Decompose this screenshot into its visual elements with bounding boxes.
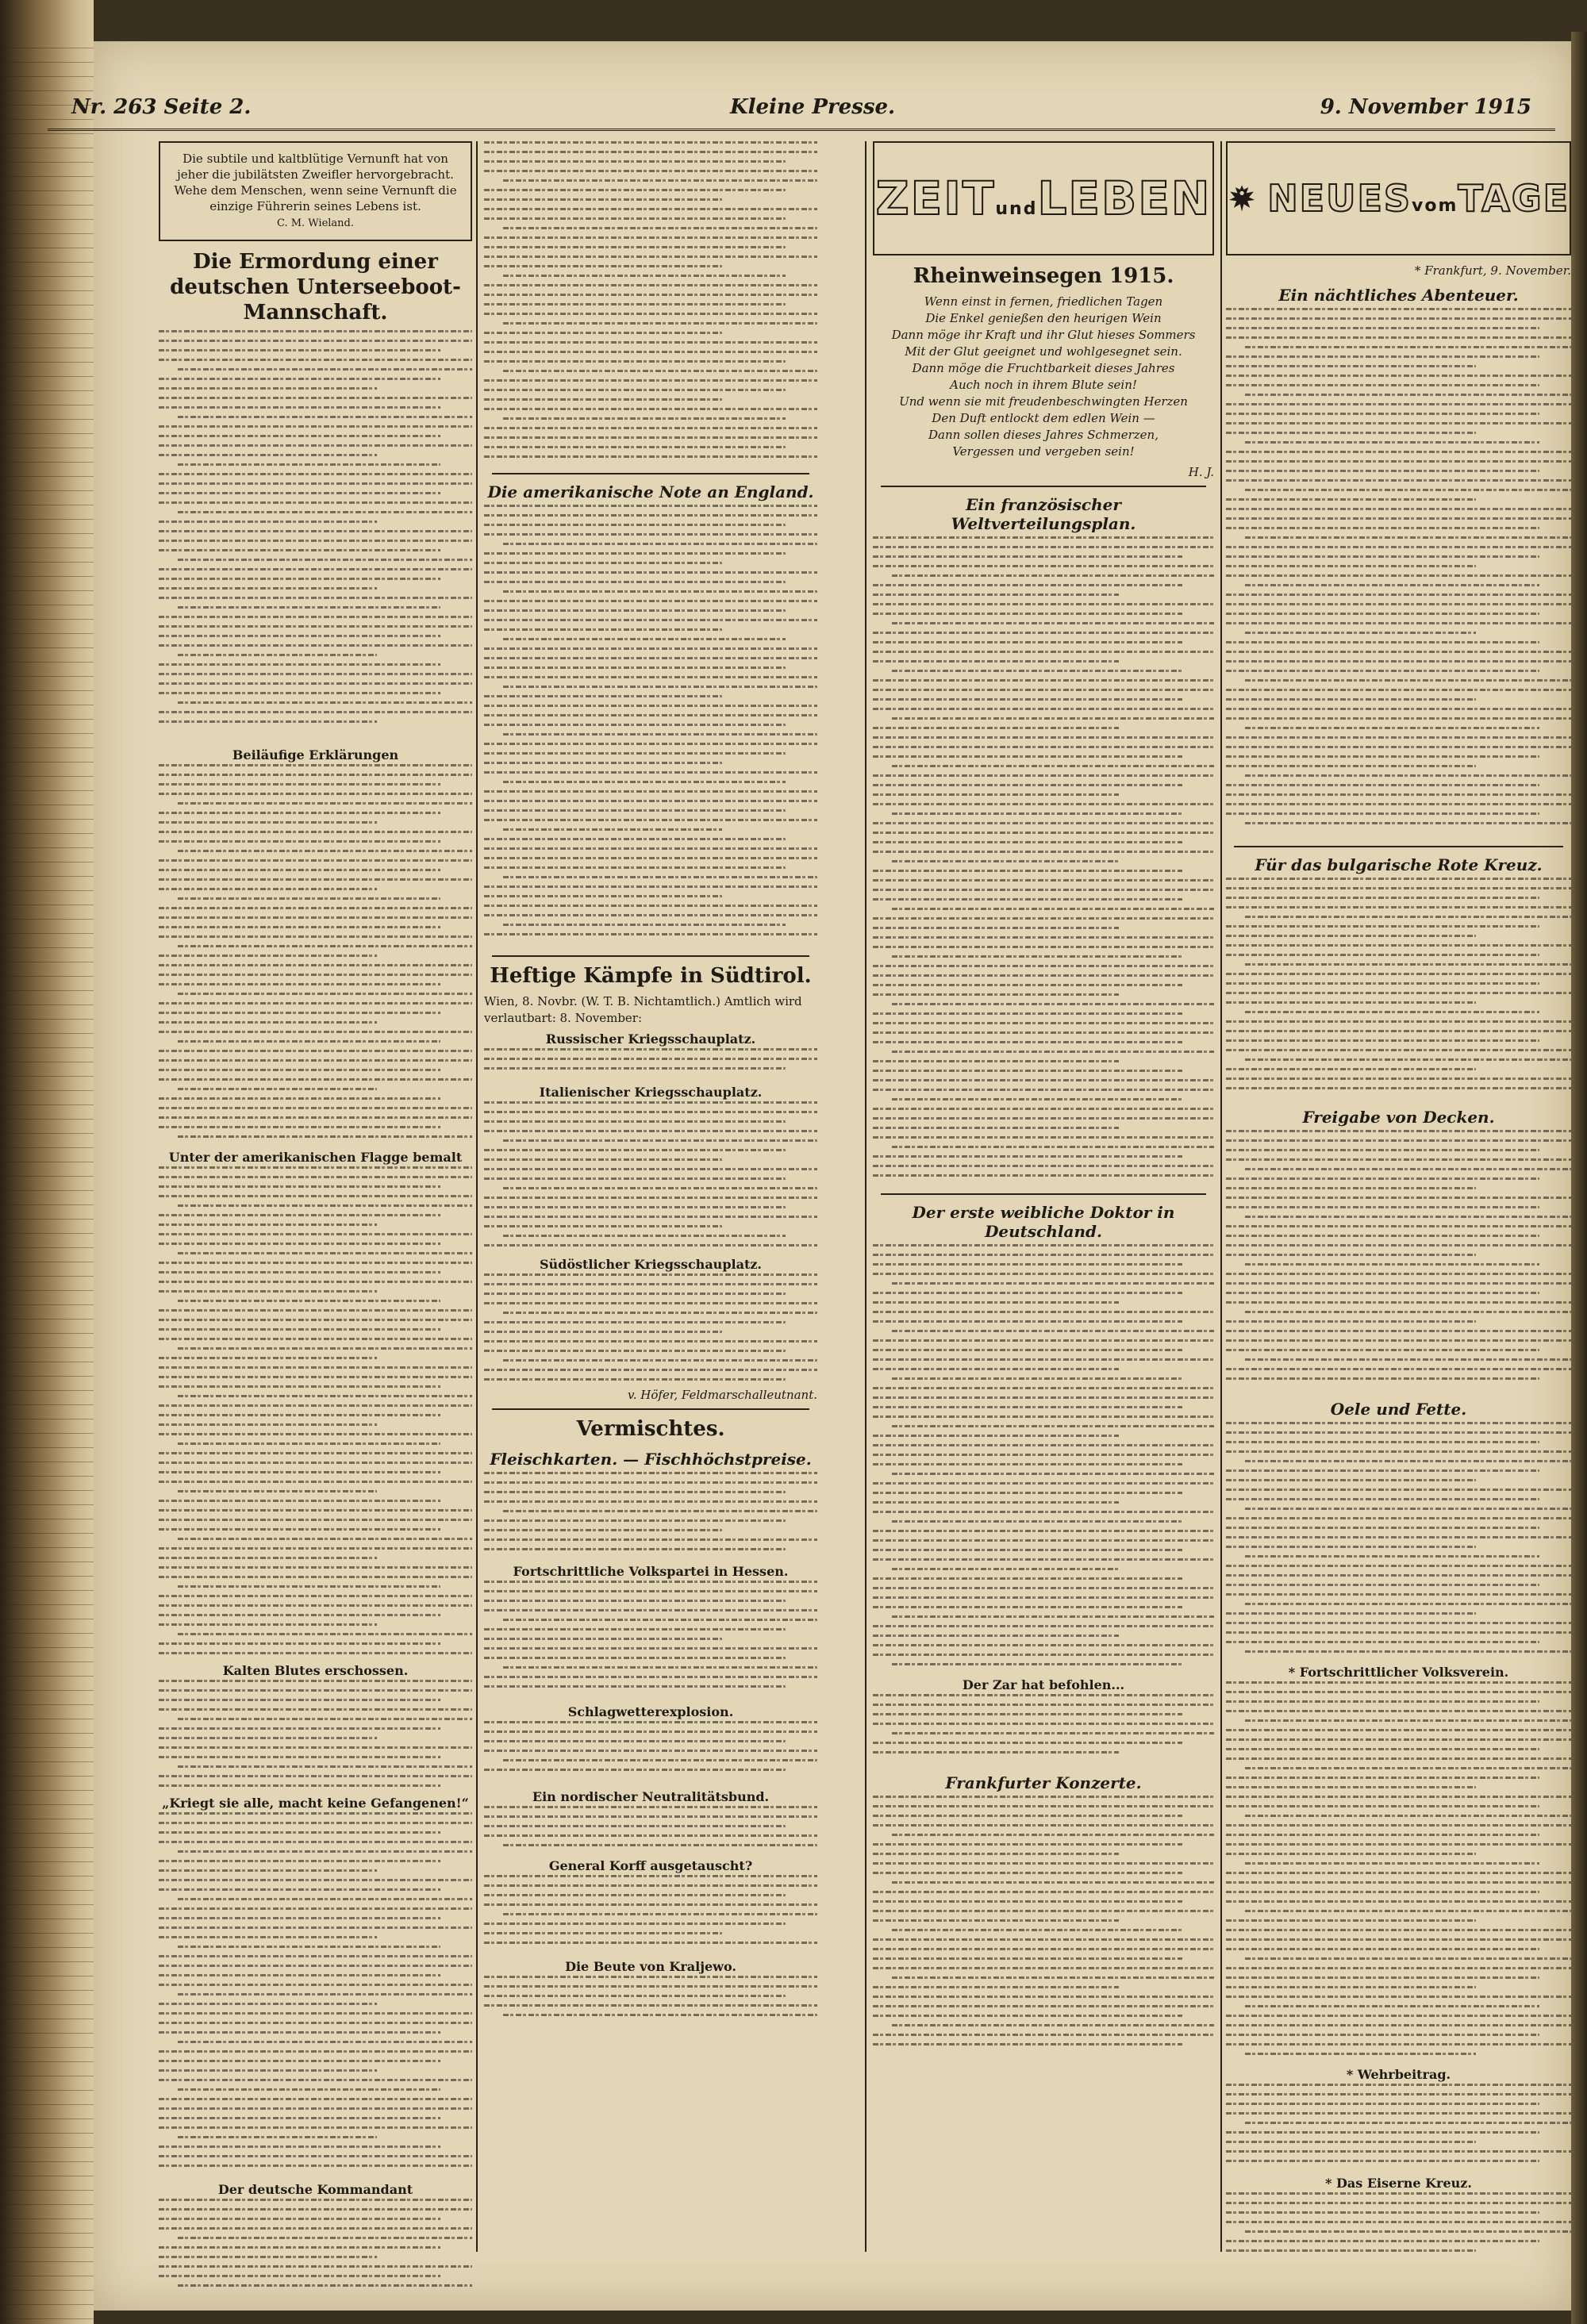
banner-word: und: [995, 199, 1038, 219]
binding-line: [0, 1476, 94, 1477]
banner-word: ZEIT: [875, 171, 996, 225]
subhead: General Korff ausgetauscht?: [548, 1858, 753, 1873]
binding-line: [0, 1890, 94, 1891]
binding-line: [0, 1376, 94, 1377]
binding-line: [0, 2247, 94, 2248]
binding-line: [0, 2118, 94, 2119]
binding-line: [0, 205, 94, 206]
subhead: Beiläufige Erklärungen: [232, 747, 399, 763]
binding-line: [0, 162, 94, 163]
binding-line: [0, 1147, 94, 1148]
poem-author: H. J.: [1188, 465, 1214, 479]
binding-line: [0, 2190, 94, 2191]
binding-line: [0, 262, 94, 263]
binding-line: [0, 662, 94, 663]
binding-line: [0, 1647, 94, 1648]
column-4: [1226, 141, 1571, 2264]
binding-line: [0, 1090, 94, 1091]
page-edge: [1571, 32, 1587, 2324]
subhead: Schlagwetterexplosion.: [567, 1704, 734, 1719]
divider: [492, 955, 809, 957]
quote-source: C. M. Wieland.: [276, 217, 355, 229]
article-body: [1226, 2084, 1571, 2171]
subhead: Der deutsche Kommandant: [217, 2182, 413, 2197]
subhead: * Fortschrittlicher Volksverein.: [1288, 1665, 1509, 1680]
binding-line: [0, 1433, 94, 1434]
article-body: [1226, 308, 1571, 839]
article-body: [1226, 2192, 1571, 2264]
page-header: [48, 89, 1555, 131]
binding-line: [0, 1504, 94, 1505]
binding-line: [0, 1104, 94, 1105]
article-body: [484, 1581, 817, 1700]
binding-line: [0, 1490, 94, 1491]
poem-line: Mit der Glut geeignet und wohlgesegnet sein.: [905, 344, 1182, 359]
quote-text: Die subtile und kaltblütige Vernunft hat von jeher die jubilätsten Zweifler hervorgebracht. Wehe dem Menschen, wenn seine Vernunft die einzige Führerin seines Lebens ist.: [174, 152, 457, 213]
binding-line: [0, 1033, 94, 1034]
binding-line: [0, 633, 94, 634]
article-body: [484, 1875, 817, 1954]
article-body: [1226, 1422, 1571, 1660]
subhead: Unter der amerikanischen Flagge bemalt: [168, 1150, 463, 1165]
article-body: [484, 1806, 817, 1853]
binding-line: [0, 2261, 94, 2262]
binding-line: [0, 1204, 94, 1205]
subhead: Italienischer Kriegsschauplatz.: [539, 1085, 763, 1100]
binding-line: [0, 519, 94, 520]
binding-line: [0, 1347, 94, 1348]
article-body: [484, 1048, 817, 1080]
binding-line: [0, 2133, 94, 2134]
article-body: [159, 330, 472, 743]
binding-line: [0, 976, 94, 977]
poem-line: Und wenn sie mit freudenbeschwingten Herzen: [899, 394, 1188, 409]
subhead: Ein französischer Weltverteilungsplan.: [951, 495, 1136, 533]
subhead: Oele und Fette.: [1330, 1400, 1467, 1419]
binding-line: [0, 1019, 94, 1020]
subhead: Fortschrittliche Volkspartei in Hessen.: [513, 1564, 789, 1579]
article-body: [1226, 1729, 1571, 2062]
subhead: Fleischkarten. — Fischhöchstpreise.: [490, 1450, 812, 1469]
article-body: [873, 1796, 1214, 2057]
binding-line: [0, 876, 94, 877]
subhead: Südöstlicher Kriegsschauplatz.: [539, 1257, 762, 1272]
binding-line: [0, 919, 94, 920]
subhead: Ein nächtliches Abenteuer.: [1278, 286, 1519, 305]
binding-line: [0, 2004, 94, 2005]
article-body: [484, 1101, 817, 1252]
banner-word: TAGE: [1458, 177, 1570, 220]
binding-line: [0, 1176, 94, 1177]
binding-line: [0, 1076, 94, 1077]
binding-line: [0, 133, 94, 134]
quote-box: [159, 141, 472, 241]
divider: [492, 473, 809, 474]
binding-line: [0, 462, 94, 463]
binding-line: [0, 1904, 94, 1905]
divider: [881, 486, 1206, 487]
binding-line: [0, 419, 94, 420]
divider: [492, 1408, 809, 1410]
binding-line: [0, 533, 94, 534]
article-body: [1226, 1681, 1571, 1729]
article-body: [484, 1721, 817, 1784]
binding-line: [0, 2318, 94, 2319]
article-body: [1226, 878, 1571, 1100]
binding-line: [0, 1676, 94, 1677]
binding-line: [0, 1561, 94, 1562]
banner-zeit-und-leben: [873, 141, 1214, 255]
article-body: [484, 1976, 817, 2023]
subhead: Der Zar hat befohlen...: [962, 1677, 1125, 1692]
binding-line: [0, 1733, 94, 1734]
binding-line: [0, 1447, 94, 1448]
binding-line: [0, 776, 94, 777]
issue-number: Nr. 263 Seite 2.: [71, 95, 252, 119]
column-2: [484, 141, 817, 2023]
binding-line: [0, 62, 94, 63]
article-body: [484, 505, 817, 949]
column-rule: [476, 141, 478, 2252]
binding-line: [0, 762, 94, 763]
binding-line: [0, 790, 94, 791]
binding-line: [0, 490, 94, 491]
binding-line: [0, 376, 94, 377]
binding-line: [0, 2290, 94, 2291]
binding-line: [0, 890, 94, 891]
binding-line: [0, 2304, 94, 2305]
binding-line: [0, 190, 94, 191]
binding-line: [0, 176, 94, 177]
divider: [881, 1193, 1206, 1195]
article-body: [159, 1812, 472, 2177]
binding-line: [0, 1704, 94, 1705]
binding-line: [0, 2090, 94, 2091]
article-body: [159, 1166, 472, 1658]
binding-line: [0, 290, 94, 291]
article-body: [873, 1694, 1214, 1765]
binding-line: [0, 1233, 94, 1234]
binding-line: [0, 547, 94, 548]
binding-line: [0, 590, 94, 591]
binding-line: [0, 1576, 94, 1577]
binding-line: [0, 1247, 94, 1248]
article-body: [159, 764, 472, 1145]
binding-line: [0, 690, 94, 691]
binding-line: [0, 1861, 94, 1862]
binding-line: [0, 1390, 94, 1391]
binding-line: [0, 747, 94, 748]
poem: [873, 294, 1214, 460]
headline-note: Die amerikanische Note an England.: [487, 482, 814, 501]
binding-line: [0, 1533, 94, 1534]
binding-line: [0, 562, 94, 563]
binding-line: [0, 1961, 94, 1962]
binding-line: [0, 719, 94, 720]
binding-line: [0, 2161, 94, 2162]
subhead: Der erste weibliche Doktor in Deutschland.: [912, 1203, 1175, 1241]
eagle-icon: [1228, 151, 1256, 246]
binding-line: [0, 647, 94, 648]
binding-line: [0, 1790, 94, 1791]
binding-line: [0, 2033, 94, 2034]
binding-line: [0, 1119, 94, 1120]
binding-line: [0, 819, 94, 820]
headline-suedtirol: Heftige Kämpfe in Südtirol.: [490, 964, 812, 988]
binding-line: [0, 1190, 94, 1191]
binding-line: [0, 333, 94, 334]
poem-line: Den Duft entlockt dem edlen Wein —: [932, 411, 1155, 425]
banner-word: LEBEN: [1037, 171, 1212, 225]
binding-line: [0, 947, 94, 948]
binding-line: [0, 1933, 94, 1934]
binding-line: [0, 1304, 94, 1305]
banner-word: vom: [1412, 196, 1458, 216]
poem-line: Wenn einst in fernen, friedlichen Tagen: [924, 294, 1163, 309]
binding-line: [0, 1633, 94, 1634]
binding-line: [0, 1761, 94, 1762]
binding-line: [0, 1990, 94, 1991]
column-rule: [1220, 141, 1222, 2252]
binding-line: [0, 1661, 94, 1662]
article-body: [873, 1244, 1214, 1673]
binding-line: [0, 2104, 94, 2105]
binding-line: [0, 233, 94, 234]
poem-line: Dann möge ihr Kraft und ihr Glut hieses Sommers: [891, 328, 1196, 342]
binding-line: [0, 319, 94, 320]
poem-line: Auch noch in ihrem Blute sein!: [950, 378, 1137, 392]
subhead: Die Beute von Kraljewo.: [565, 1959, 736, 1974]
binding-line: [0, 2233, 94, 2234]
binding-line: [0, 1333, 94, 1334]
binding-line: [0, 2204, 94, 2205]
binding-line: [0, 1276, 94, 1277]
binding-line: [0, 476, 94, 477]
binding-line: [0, 833, 94, 834]
binding-line: [0, 433, 94, 434]
subhead: „Kriegt sie alle, macht keine Gefangenen!“: [162, 1796, 469, 1811]
binding-line: [0, 1833, 94, 1834]
binding-line: [0, 390, 94, 391]
binding-line: [0, 362, 94, 363]
binding-line: [0, 1747, 94, 1748]
poem-line: Die Enkel genießen den heurigen Wein: [925, 311, 1162, 325]
article-body: [159, 2199, 472, 2294]
binding-line: [0, 990, 94, 991]
binding-line: [0, 2218, 94, 2219]
binding-line: [0, 1290, 94, 1291]
binding-line: [0, 1804, 94, 1805]
article-body: [1226, 1130, 1571, 1392]
article-body: [484, 1472, 817, 1559]
book-binding: [0, 0, 94, 2324]
banner-neues-vom-tage: [1226, 141, 1571, 255]
subhead: Für das bulgarische Rote Kreuz.: [1255, 855, 1543, 874]
binding-line: [0, 1047, 94, 1048]
binding-line: [0, 676, 94, 677]
binding-line: [0, 1947, 94, 1948]
binding-line: [0, 1690, 94, 1691]
article-body: [484, 141, 817, 467]
poem-line: Dann sollen dieses Jahres Schmerzen,: [928, 428, 1159, 442]
binding-line: [0, 733, 94, 734]
column-1: [159, 141, 472, 2294]
binding-line: [0, 1404, 94, 1405]
divider: [1234, 846, 1563, 847]
subhead: * Das Eiserne Kreuz.: [1325, 2176, 1472, 2191]
article-body: [484, 1273, 817, 1385]
binding-line: [0, 2061, 94, 2062]
poem-line: Vergessen und vergeben sein!: [952, 444, 1135, 459]
binding-line: [0, 1133, 94, 1134]
binding-line: [0, 1847, 94, 1848]
section-vermischtes: Vermischtes.: [576, 1417, 725, 1441]
binding-line: [0, 576, 94, 577]
binding-line: [0, 219, 94, 220]
binding-line: [0, 1590, 94, 1591]
binding-line: [0, 619, 94, 620]
binding-line: [0, 276, 94, 277]
binding-line: [0, 1604, 94, 1605]
dateline: * Frankfurt, 9. November.: [1414, 263, 1571, 278]
subhead: Russischer Kriegsschauplatz.: [545, 1031, 756, 1047]
subhead: Frankfurter Konzerte.: [945, 1773, 1142, 1792]
article-body: [873, 536, 1214, 1187]
binding-line: [0, 847, 94, 848]
binding-line: [0, 1776, 94, 1777]
binding-line: [0, 1219, 94, 1220]
subhead: Kalten Blutes erschossen.: [222, 1663, 409, 1678]
column-rule: [865, 141, 867, 2252]
banner-word: NEUES: [1267, 177, 1412, 220]
headline-murder: Die Ermordung einer deutschen Unterseeboot-Mannschaft.: [170, 250, 461, 325]
poem-title: Rheinweinsegen 1915.: [913, 264, 1174, 288]
column-3: [873, 141, 1214, 2057]
signature: v. Höfer, Feldmarschalleutnant.: [628, 1388, 817, 1402]
binding-line: [0, 2147, 94, 2148]
binding-line: [0, 1547, 94, 1548]
masthead-title: Kleine Presse.: [730, 95, 896, 119]
binding-line: [0, 2047, 94, 2048]
subhead: Freigabe von Decken.: [1302, 1108, 1495, 1127]
dateline: Wien, 8. Novbr. (W. T. B. Nichtamtlich.) Amtlich wird verlautbart: 8. November:: [484, 994, 802, 1025]
article-body: [159, 1680, 472, 1791]
subhead: Ein nordischer Neutralitätsbund.: [532, 1789, 770, 1804]
subhead: * Wehrbeitrag.: [1346, 2067, 1451, 2082]
binding-line: [0, 933, 94, 934]
poem-line: Dann möge die Fruchtbarkeit dieses Jahres: [912, 361, 1175, 375]
binding-line: [0, 76, 94, 77]
issue-date: 9. November 1915: [1320, 95, 1531, 119]
